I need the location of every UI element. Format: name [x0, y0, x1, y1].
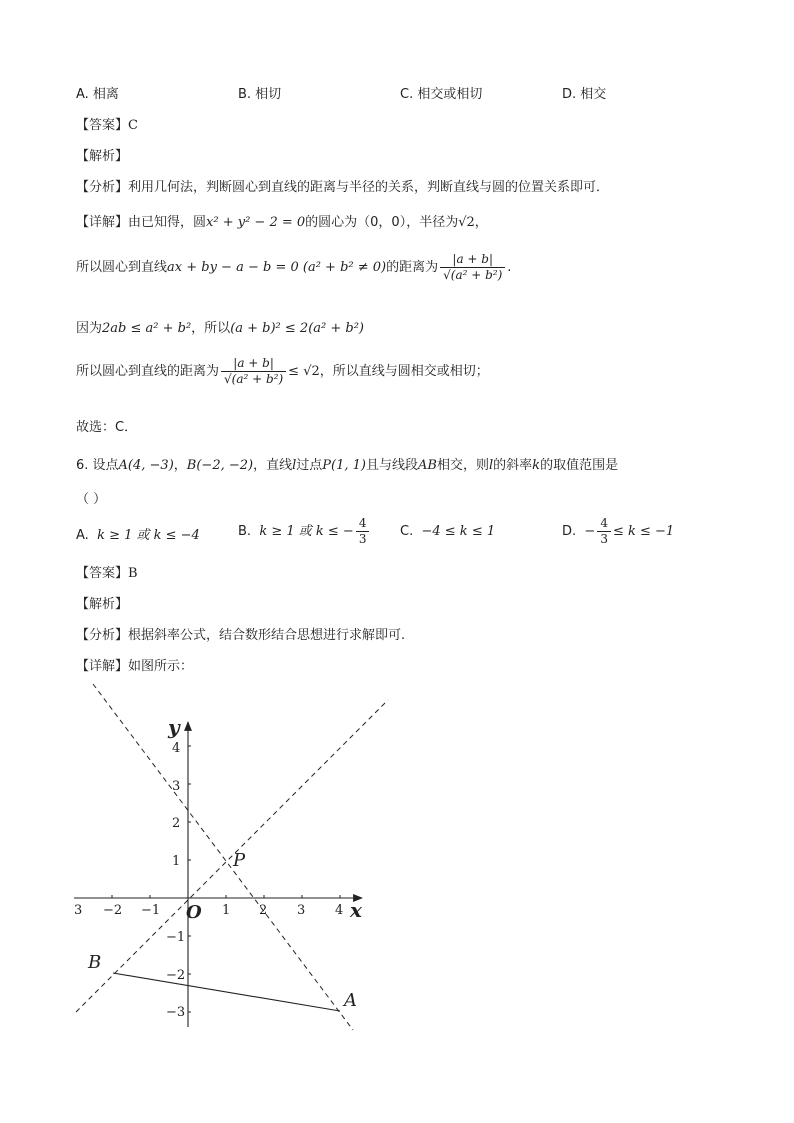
- detail-l4-pre: 所以圆心到直线的距离为: [76, 364, 220, 379]
- point-p-coord: P(1, 1): [322, 458, 366, 473]
- q6-sep: ，: [173, 458, 187, 473]
- distance-denominator: √(a² + b²): [443, 268, 503, 282]
- answer-value: C: [128, 118, 138, 133]
- point-a-coord: A(4, −3): [118, 458, 174, 473]
- inequality-1: 2ab ≤ a² + b²: [102, 321, 192, 336]
- q6-stem-end: 的取值范围是: [540, 458, 619, 473]
- answer-label: 【答案】: [76, 118, 129, 133]
- y-axis-label: y: [168, 715, 180, 739]
- q6-paren: （ ）: [76, 492, 107, 507]
- option-d-numerator: 4: [597, 516, 611, 532]
- option-d-text: ≤ k ≤ −1: [612, 524, 675, 539]
- distance-numerator: |a + b|: [440, 252, 505, 268]
- q6-stem-mid5: 的斜率: [493, 458, 533, 473]
- analysis-text: 利用几何法，判断圆心到直线的距离与半径的关系，判断直线与圆的位置关系即可．: [128, 180, 610, 195]
- option-b-numerator: 4: [356, 516, 370, 532]
- line-l-2: l: [488, 458, 494, 473]
- analysis-text: 根据斜率公式，结合数形结合思想进行求解即可.: [128, 628, 406, 643]
- segment-ab: AB: [418, 458, 437, 473]
- y-tick-label: −3: [166, 1005, 186, 1020]
- detail-label: 【详解】: [76, 659, 129, 674]
- detail-l1-pre: 由已知得，圆: [128, 215, 207, 230]
- x-tick-label: 4: [335, 903, 344, 918]
- detail-l4-end: ，所以直线与圆相交或相切；: [319, 364, 489, 379]
- y-ticks: [166, 741, 191, 1020]
- point-a-label: A: [344, 990, 357, 1011]
- detail-l2-end: .: [507, 260, 512, 275]
- q5-conclusion: 故选：C．: [76, 420, 138, 435]
- analysis-label: 【分析】: [76, 628, 129, 643]
- detail-l2-mid: 的距离为: [386, 260, 439, 275]
- option-c-label: C.: [400, 524, 414, 539]
- option-a-label: A.: [76, 528, 89, 543]
- y-tick-label: −2: [166, 968, 186, 983]
- q6-stem-mid: ，直线: [253, 458, 293, 473]
- circle-equation: x² + y² − 2 = 0: [206, 215, 306, 230]
- option-b-label: B.: [238, 524, 252, 539]
- q6-stem-mid4: 相交，则: [436, 458, 489, 473]
- x-axis-label: x: [350, 898, 362, 922]
- q6-stem-mid3: 且与线段: [366, 458, 419, 473]
- option-a-text: k ≥ 1 或 k ≤ −4: [97, 528, 200, 543]
- option-d-label: D.: [562, 524, 577, 539]
- option-c-text: −4 ≤ k ≤ 1: [421, 524, 496, 539]
- radius-value: √2: [458, 215, 475, 230]
- distance-denominator-2: √(a² + b²): [224, 372, 284, 386]
- point-p-label: P: [233, 850, 246, 871]
- segment-ab-line: [113, 973, 340, 1011]
- option-d-denominator: 3: [600, 532, 608, 546]
- option-d-minus: −: [584, 524, 596, 539]
- detail-l1-mid: 的圆心为（0，0），半径为: [305, 215, 459, 230]
- answer-label: 【答案】: [76, 566, 129, 581]
- x-tick-label: 3: [74, 903, 83, 918]
- slope-k: k: [532, 458, 541, 473]
- detail-l3-pre: 因为: [76, 321, 103, 336]
- point-b-coord: B(−2, −2): [186, 458, 254, 473]
- inequality-2: (a + b)² ≤ 2(a² + b²): [230, 321, 364, 336]
- y-tick-label: 2: [172, 816, 181, 831]
- analysis-label: 【分析】: [76, 180, 129, 195]
- detail-label: 【详解】: [76, 215, 129, 230]
- y-tick-label: 1: [172, 854, 181, 869]
- x-tick-label: −2: [103, 903, 123, 918]
- q5-option-c: C. 相交或相切: [400, 87, 483, 102]
- detail-l3-mid: ，所以: [191, 321, 231, 336]
- dashed-line-pb: [76, 700, 388, 1012]
- q5-jiexi-label: 【解析】: [76, 149, 129, 164]
- q5-option-d: D. 相交: [562, 87, 607, 102]
- line-condition: (a² + b² ≠ 0): [302, 260, 387, 275]
- option-b-text: k ≥ 1 或 k ≤ −: [259, 524, 354, 539]
- q5-option-b: B. 相切: [238, 87, 282, 102]
- distance-numerator-2: |a + b|: [221, 356, 286, 372]
- line-equation: ax + by − a − b = 0: [167, 260, 299, 275]
- distance-relation: ≤ √2: [288, 364, 320, 379]
- x-tick-label: 3: [297, 903, 306, 918]
- detail-l2-pre: 所以圆心到直线: [76, 260, 168, 275]
- q5-option-a: A. 相离: [76, 87, 119, 102]
- point-b-label: B: [88, 952, 102, 973]
- x-tick-label: 1: [222, 903, 231, 918]
- detail-l1-end: ，: [474, 215, 488, 230]
- q6-stem-pre: 6. 设点: [76, 458, 119, 473]
- detail-text: 如图所示：: [128, 659, 194, 674]
- y-tick-label: −1: [166, 930, 186, 945]
- answer-value: B: [128, 566, 138, 581]
- q6-jiexi-label: 【解析】: [76, 597, 129, 612]
- q6-stem-mid2: 过点: [296, 458, 323, 473]
- x-tick-label: −1: [141, 903, 161, 918]
- dashed-line-pa: [93, 684, 353, 1030]
- y-tick-label: 3: [172, 779, 181, 794]
- y-tick-label: 4: [172, 741, 181, 756]
- x-tick-label: 2: [259, 903, 268, 918]
- origin-label: O: [186, 902, 202, 923]
- line-l: l: [292, 458, 297, 473]
- option-b-denominator: 3: [358, 532, 367, 546]
